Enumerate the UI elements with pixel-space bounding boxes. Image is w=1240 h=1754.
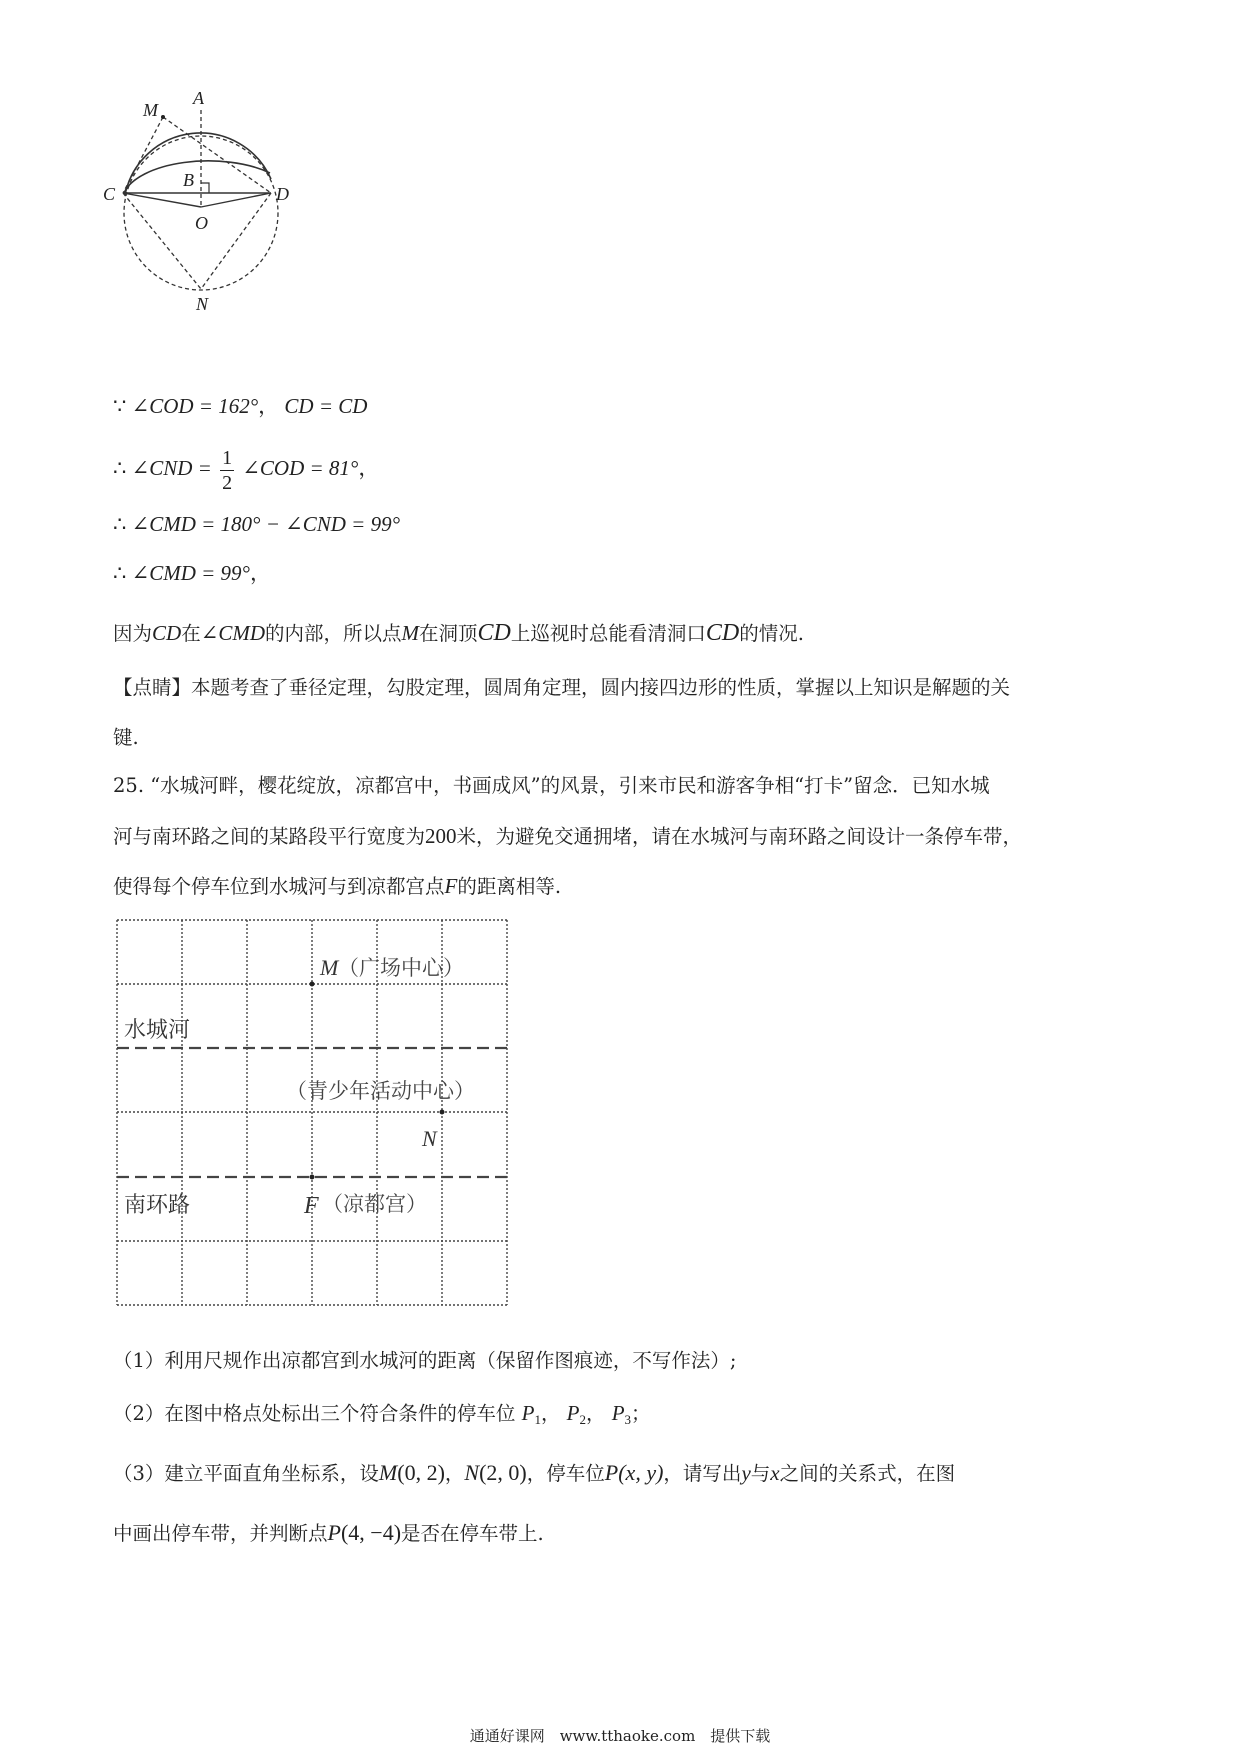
solution-line-3: ∴ ∠CMD = 180° − ∠CND = 99° bbox=[113, 512, 400, 536]
solution-conclusion: 因为CD在∠CMD的内部，所以点M在洞顶CD上巡视时总能看清洞口CD的情况. bbox=[113, 620, 804, 646]
grid-F-desc: （凉都宫） bbox=[322, 1192, 427, 1216]
solution-line-4: ∴ ∠CMD = 99°， bbox=[113, 561, 271, 585]
label-A: A bbox=[193, 88, 204, 108]
label-N: N bbox=[196, 294, 209, 314]
problem-25-line-1: 25. “水城河畔，樱花绽放，凉都宫中，书画成风”的风景，引来市民和游客争相“打卡”留念．已知水城 bbox=[113, 774, 990, 797]
point-M bbox=[310, 982, 315, 987]
question-1: （1）利用尺规作出凉都宫到水城河的距离（保留作图痕迹，不写作法）; bbox=[113, 1349, 737, 1372]
problem-25-line-2: 河与南环路之间的某路段平行宽度为200米，为避免交通拥堵，请在水城河与南环路之间设计一条停车带， bbox=[113, 824, 1023, 848]
page-footer: 通通好课网 www.tthaoke.com 提供下载 bbox=[469, 1727, 771, 1745]
question-3-line-1: （3）建立平面直角坐标系，设M(0, 2)，N(2, 0)，停车位P(x, y)，请写出y与x之间的关系式，在图 bbox=[113, 1460, 956, 1485]
question-2: （2）在图中格点处标出三个符合条件的停车位 $P_1$， $P_2$， $P_3$； bbox=[113, 1401, 651, 1427]
comment-line-2: 键. bbox=[113, 726, 139, 749]
arc-equality: CD = CD bbox=[284, 394, 368, 418]
solution-line-1: ∵ ∠COD = 162°， CD = CD bbox=[113, 394, 368, 418]
label-B: B bbox=[183, 170, 194, 190]
question-3-line-2: 中画出停车带，并判断点P(4, −4)是否在停车带上. bbox=[113, 1520, 544, 1545]
comment-line-1: 【点睛】本题考查了垂径定理，勾股定理，圆周角定理，圆内接四边形的性质，掌握以上知识是解题的关 bbox=[113, 676, 1011, 699]
grid-figure bbox=[112, 915, 522, 1315]
grid-N-desc: （青少年活动中心） bbox=[286, 1079, 475, 1103]
circle-figure bbox=[95, 80, 335, 320]
grid-M-desc: （广场中心） bbox=[338, 956, 464, 980]
label-C: C bbox=[103, 184, 116, 204]
grid-M-label: M bbox=[320, 955, 339, 980]
point-N bbox=[440, 1110, 445, 1115]
fraction-one-half: $\frac{1}{2}$ bbox=[222, 446, 233, 494]
grid-N-label: N bbox=[422, 1126, 437, 1151]
solution-line-2: ∴ ∠CND = $\frac{1}{2}$ ∠COD = 81°， bbox=[113, 446, 380, 494]
label-M: M bbox=[143, 100, 158, 120]
grid-F-label: F bbox=[304, 1193, 319, 1219]
grid-road-label: 南环路 bbox=[124, 1193, 191, 1218]
point-F bbox=[310, 1175, 315, 1180]
angle-cod: ∠COD = 162° bbox=[131, 394, 259, 418]
grid-river-label: 水城河 bbox=[124, 1018, 191, 1043]
problem-25-line-3: 使得每个停车位到水城河与到凉都宫点F的距离相等. bbox=[113, 874, 562, 898]
label-D: D bbox=[276, 184, 289, 204]
label-O: O bbox=[195, 213, 208, 233]
